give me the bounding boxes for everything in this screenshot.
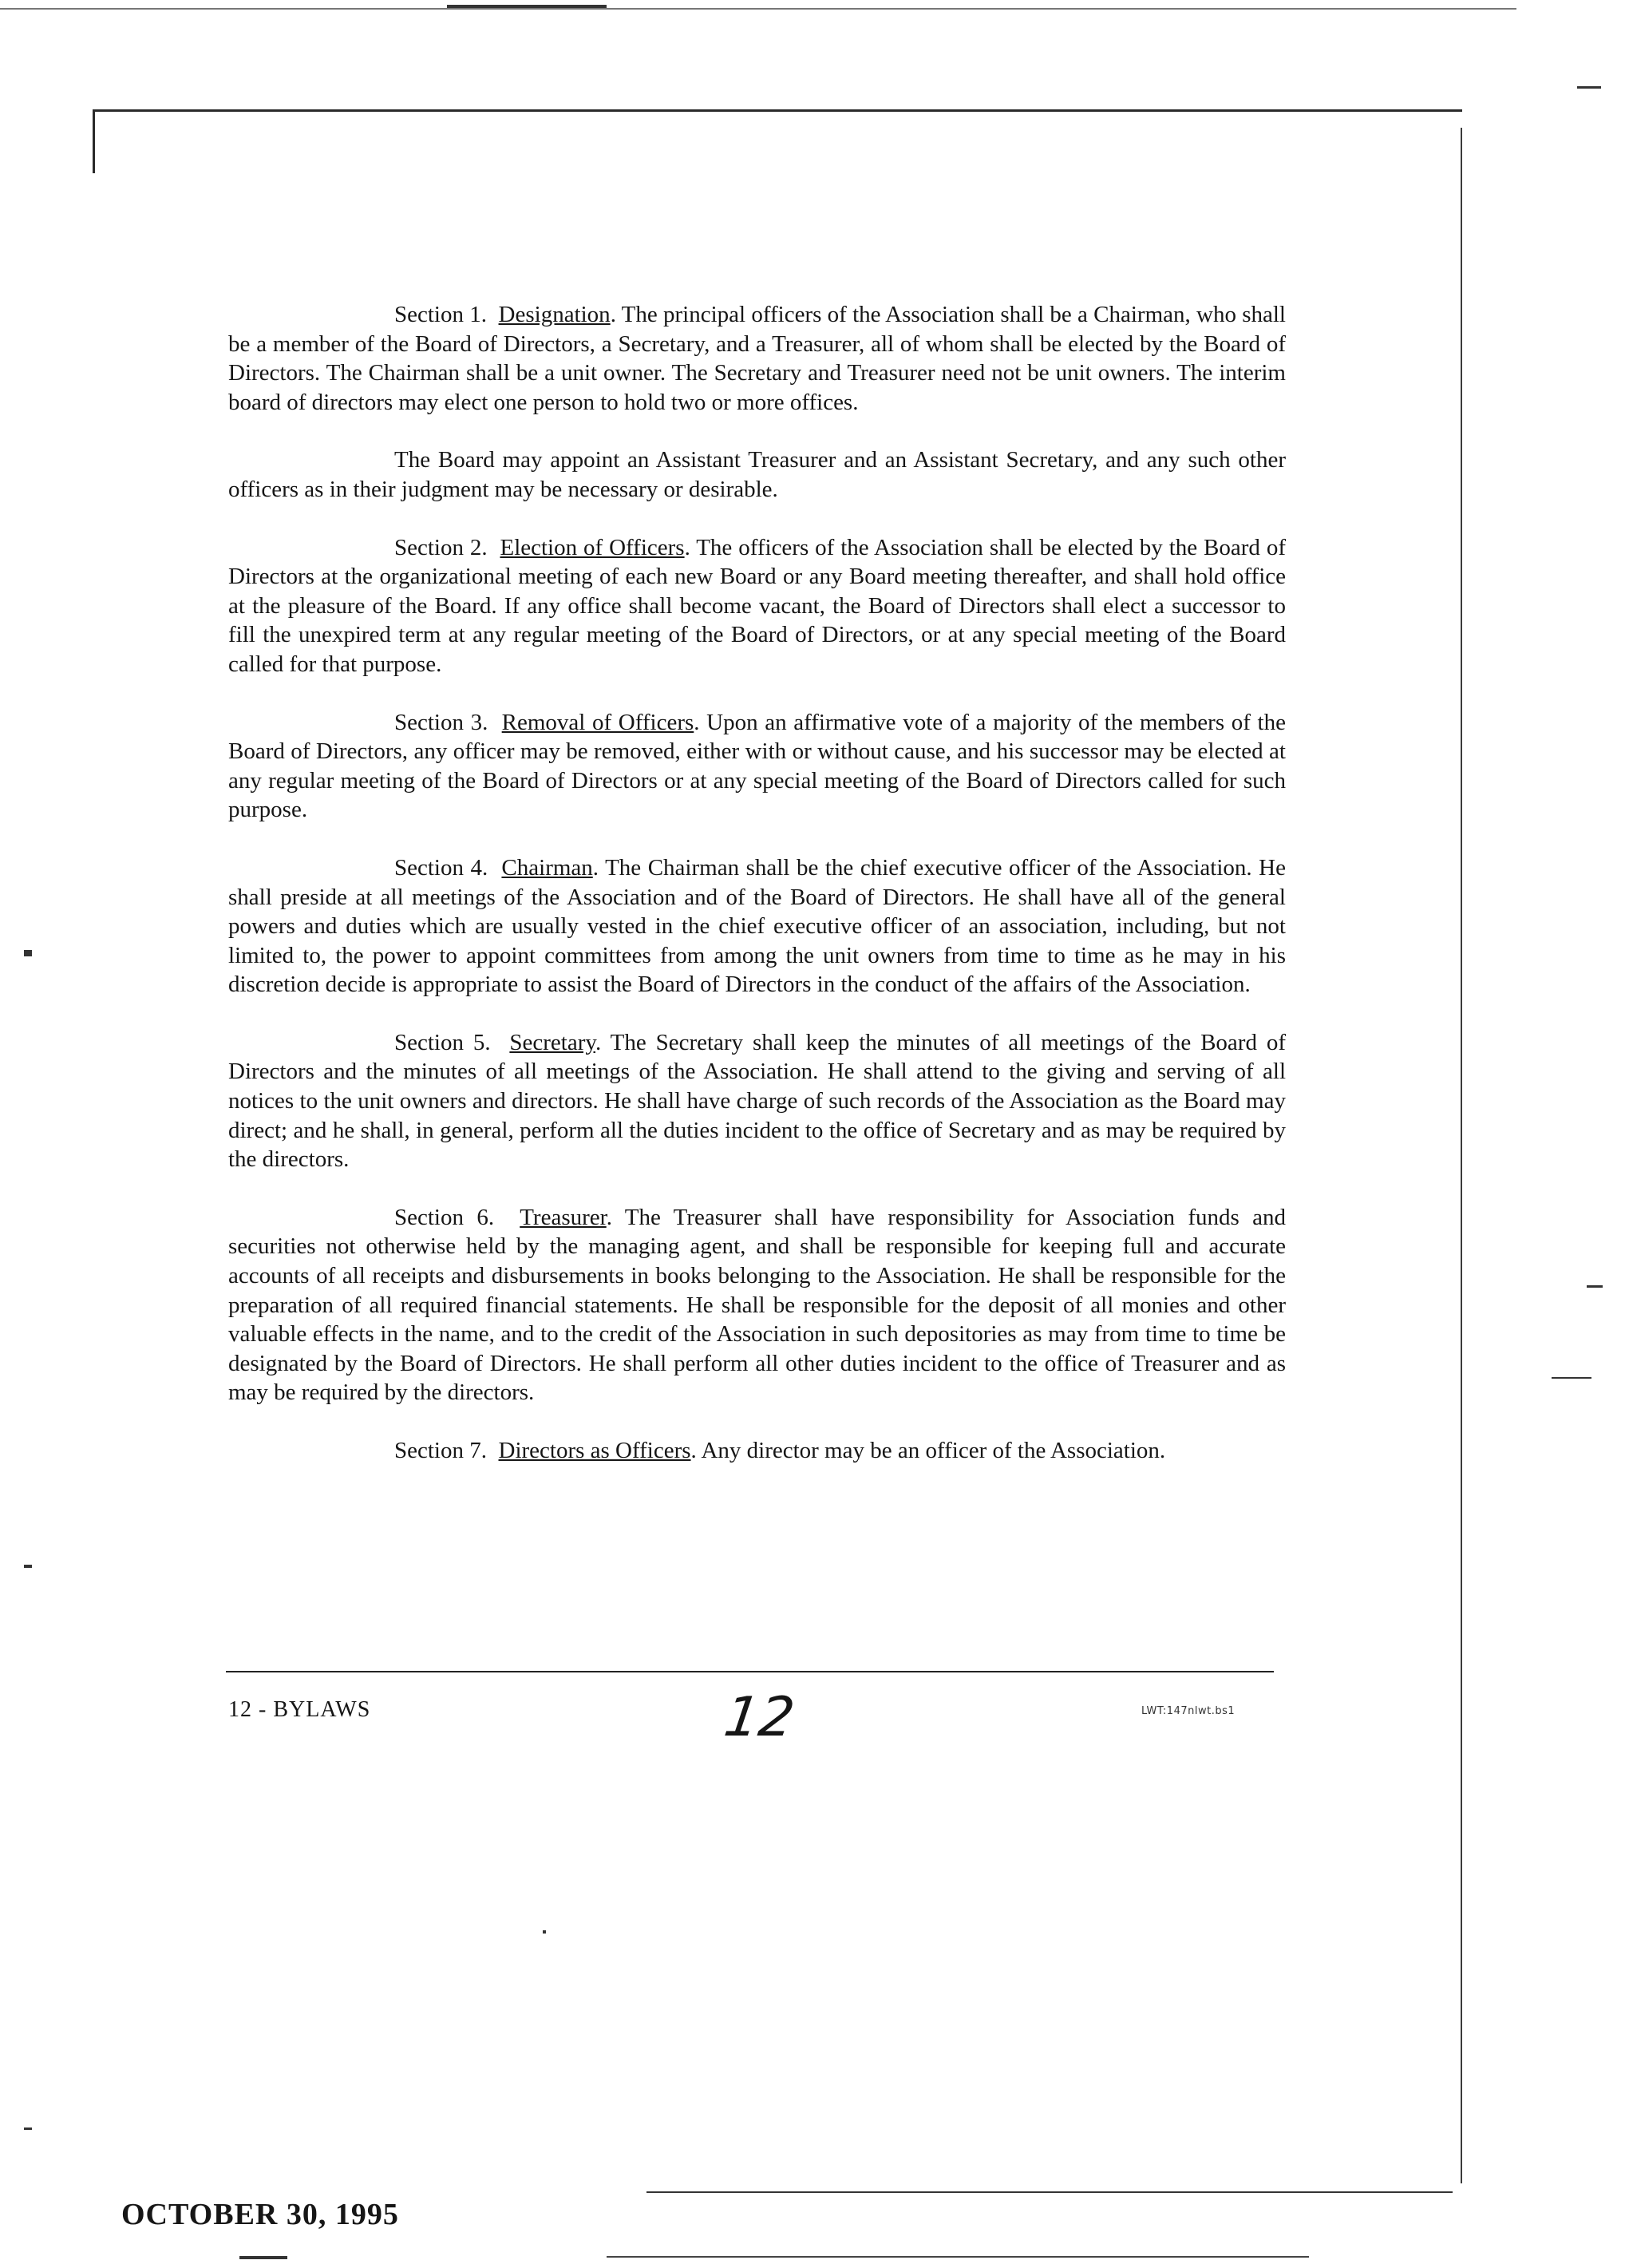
section-heading: Designation <box>498 302 611 327</box>
scan-speck <box>24 2127 32 2130</box>
section-3-paragraph <box>228 708 1286 825</box>
scan-speck <box>1552 1377 1591 1379</box>
scan-speck <box>0 8 1516 10</box>
section-number: Section 7. <box>394 1438 487 1463</box>
section-number: Section 2. <box>394 534 488 560</box>
section-1-continuation-paragraph <box>228 445 1286 504</box>
section-4-paragraph <box>228 853 1286 999</box>
section-2-paragraph <box>228 533 1286 679</box>
section-number: Section 6. <box>394 1204 495 1230</box>
scan-frame-top-border <box>94 109 1462 112</box>
section-heading: Election of Officers <box>500 534 685 560</box>
section-number: Section 3. <box>394 709 488 735</box>
section-heading: Directors as Officers <box>498 1438 691 1463</box>
section-heading: Removal of Officers <box>501 709 694 735</box>
bylaws-body <box>228 300 1286 1494</box>
scan-speck <box>1577 86 1601 89</box>
section-text: The Board may appoint an Assistant Treasurer and an Assistant Secretary, and any such other officers as in their judgment may be necessary or desirable. <box>228 447 1286 502</box>
scan-bottom-rule <box>646 2191 1453 2193</box>
scan-speck <box>447 5 607 8</box>
section-text: . The Chairman shall be the chief executive officer of the Association. He shall preside at all meetings of the Association and of the Board of Directors. He shall have all of the general powers and duties which are usually vested in the chief executive officer of an association, including, but not limited to, the power to appoint committees from among the unit owners from time to time as he may in his discretion decide is appropriate to assist the Board of Directors in the conduct of the affairs of the Association. <box>228 854 1286 998</box>
section-heading: Chairman <box>501 854 593 881</box>
scan-speck <box>543 1930 546 1934</box>
section-number: Section 1. <box>394 302 487 327</box>
section-6-paragraph <box>228 1203 1286 1407</box>
section-text: . The officers of the Association shall be elected by the Board of Directors at the organizational meeting of each new Board or any Board meeting thereafter, and shall hold office at the pleasure of the Board. If any office shall become vacant, the Board of Directors shall elect a successor to fill the unexpired term at any regular meeting of the Board of Directors, or at any special meeting of the Board called for that purpose. <box>228 534 1286 677</box>
scan-bottom-edge-rule <box>607 2256 1309 2258</box>
scan-speck <box>24 950 32 956</box>
section-1-paragraph <box>228 300 1286 417</box>
section-heading: Secretary <box>509 1029 595 1055</box>
date-stamp: OCTOBER 30, 1995 <box>121 2198 399 2231</box>
section-text: . The principal officers of the Association shall be a Chairman, who shall be a member of the Board of Directors, a Secretary, and a Treasurer, all of whom shall be elected by the Board of Directors. The Chairman shall be a unit owner. The Secretary and Treasurer need not be unit owners. The interim board of directors may elect one person to hold two or more offices. <box>228 302 1286 415</box>
section-7-paragraph <box>228 1436 1286 1466</box>
footer-file-code: LWT:147nlwt.bs1 <box>1141 1705 1236 1717</box>
section-number: Section 4. <box>394 854 488 881</box>
footer-document-label: 12 - BYLAWS <box>228 1697 371 1722</box>
section-heading: Treasurer <box>520 1204 607 1230</box>
scan-speck <box>24 1565 32 1568</box>
section-text: . The Treasurer shall have responsibility for Association funds and securities not otherwise held by the managing agent, and shall be responsible for keeping full and accurate accounts of all receipts and disbursements in books belonging to the Association. He shall be responsible for the preparation of all required financial statements. He shall be responsible for the deposit of all monies and other valuable effects in the name, and to the credit of the Association in such depositories as may from time to time be designated by the Board of Directors. He shall perform all other duties incident to the office of Treasurer and as may be required by the directors. <box>228 1204 1286 1406</box>
section-number: Section 5. <box>394 1029 491 1055</box>
section-5-paragraph <box>228 1028 1286 1174</box>
section-text: . Any director may be an officer of the Association. <box>690 1438 1166 1463</box>
scan-frame-right-border <box>1461 128 1462 2183</box>
scan-speck <box>1587 1285 1603 1288</box>
section-text: . The Secretary shall keep the minutes of all meetings of the Board of Directors and the minutes of all meetings of the Association. He shall attend to the giving and serving of all notices to the unit owners and directors. He shall have charge of such records of the Association as the Board may direct; and he shall, in general, perform all the duties incident to the office of Secretary and as may be required by the directors. <box>228 1029 1286 1173</box>
scan-speck <box>239 2256 287 2259</box>
section-text: . Upon an affirmative vote of a majority of the members of the Board of Directors, any officer may be removed, either with or without cause, and his successor may be elected at any regular meeting of the Board of Directors or at any special meeting of the Board of Directors called for such purpose. <box>228 709 1286 823</box>
footer-rule <box>226 1671 1274 1672</box>
scan-frame-left-border <box>93 109 95 173</box>
handwritten-page-number: 12 <box>720 1686 799 1749</box>
